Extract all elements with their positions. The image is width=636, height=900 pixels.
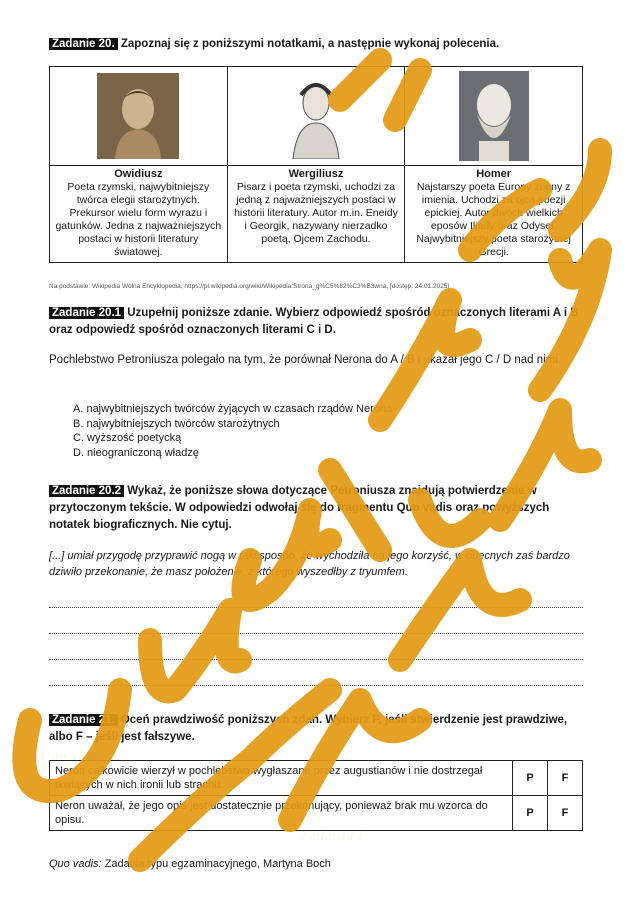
task-20-1-options (73, 402, 573, 460)
watermark-text-2: Zadania E (300, 829, 368, 843)
table-row (50, 761, 583, 796)
task-20-2-heading (49, 483, 583, 534)
author-name: Homer (476, 168, 512, 180)
author-notes-table (49, 66, 583, 263)
ovid-portrait-image (97, 73, 179, 159)
task-20-2-instruction: Wykaż, że poniższe słowa dotyczące Petroniusza znajdują potwierdzenie w przytoczonym tekście. W odpowiedzi odwołaj się do fragmentu Quo vadis oraz powyższych notatek biograficznych. Nie cytuj. (49, 485, 550, 531)
task-21-tag: Zadanie 21. (49, 714, 118, 726)
true-option[interactable]: P (513, 761, 548, 796)
false-option[interactable]: F (548, 796, 583, 831)
task-20-1-instruction: Uzupełnij poniższe zdanie. Wybierz odpowiedź spośród oznaczonych literami A i B oraz odpowiedź spośród oznaczonych literami C i D. (49, 307, 579, 336)
task-20-heading (49, 36, 499, 53)
source-note: Na podstawie: Wikipedia Wolna Encyklopedia, https://pl.wikipedia.org/wiki/Wikipedia:Strona_g%C5%82%C3%B3wna, [dostęp: 24.01.2025] (49, 283, 450, 290)
virgil-portrait (228, 67, 405, 166)
homer-portrait-image (459, 71, 529, 161)
task-21-instruction: Oceń prawdziwość poniższych zdań. Wybierz P, jeśli stwierdzenie jest prawdziwe, albo F – jeśli jest fałszywe. (49, 714, 568, 743)
task-20-1-sentence: Pochlebstwo Petroniusza polegało na tym, że porównał Nerona do A / B i ukazał jego C / D nad nimi. (49, 354, 562, 366)
task-21-heading (49, 712, 583, 746)
homer-portrait (405, 67, 582, 166)
true-option[interactable]: P (513, 796, 548, 831)
ovid-portrait (50, 67, 227, 166)
answer-line[interactable] (49, 659, 583, 660)
author-bio: Najstarszy poeta Europy znany z imienia. Uchodzi za ojca poezji epickiej. Autor dwóch wielkich eposów Iliady oraz Odysei. Najwybitniejszy poeta starożytnej Grecji. (416, 181, 571, 258)
author-name: Owidiusz (114, 168, 163, 180)
task-20-title: Zapoznaj się z poniższymi notatkami, a następnie wykonaj polecenia. (120, 38, 500, 50)
author-bio: Pisarz i poeta rzymski, uchodzi za jedną z najważniejszych postaci w historii literatury. Autor m.in. Eneidy i Georgik, nazywany nierzadko poetą, Ojcem Zachodu. (234, 181, 398, 245)
task-20-2-tag: Zadanie 20.2 (49, 485, 124, 497)
footer-credit (49, 858, 331, 870)
statement-text: Neron uważał, że jego opis jest dostatecznie przekonujący, ponieważ brak mu wzorca do opisu. (50, 796, 513, 831)
footer-rest: Zadania typu egzaminacyjnego, Martyna Boch (101, 858, 331, 870)
false-option[interactable]: F (548, 761, 583, 796)
option-d[interactable]: D. nieograniczoną władzę (73, 446, 199, 459)
task-20-1-heading (49, 305, 583, 339)
answer-line[interactable] (49, 633, 583, 634)
virgil-portrait-image (281, 73, 351, 159)
task-20-2-quote: [...] umiał przygodę przyprawić nogą w taki sposób, że wychodziła na jego korzyść, w obecnych zaś bardzo dziwiło przekonanie, że masz położenie, z którego wyszedłby z tryumfem. (49, 550, 570, 578)
author-cell-virgil (227, 67, 405, 263)
author-bio: Poeta rzymski, najwybitniejszy twórca elegii starożytnych. Prekursor wielu form wyrazu i gatunków. Jedna z najważniejszych postaci w historii literatury światowej. (55, 181, 222, 258)
author-cell-homer (405, 67, 583, 263)
footer-title: Quo vadis: (49, 858, 102, 870)
option-a[interactable]: A. najwybitniejszych twórców żyjących w czasach rządów Nerona (73, 403, 393, 415)
statement-text: Neron całkowicie wierzył w pochlebstwa wygłaszane przez augustianów i nie dostrzegał tkwiących w nich ironii lub strachu. (50, 761, 513, 796)
option-b[interactable]: B. najwybitniejszych twórców starożytnych (73, 417, 280, 430)
task-20-1-tag: Zadanie 20.1 (49, 307, 124, 319)
answer-line[interactable] (49, 685, 583, 686)
true-false-table (49, 760, 583, 831)
option-c[interactable]: C. wyższość poetycką (73, 432, 182, 444)
task-20-tag: Zadanie 20. (49, 38, 118, 50)
author-cell-ovid (50, 67, 228, 263)
author-name: Wergiliusz (288, 168, 344, 180)
watermark-text-1: Une vraie (40, 749, 105, 763)
table-row (50, 796, 583, 831)
answer-line[interactable] (49, 607, 583, 608)
